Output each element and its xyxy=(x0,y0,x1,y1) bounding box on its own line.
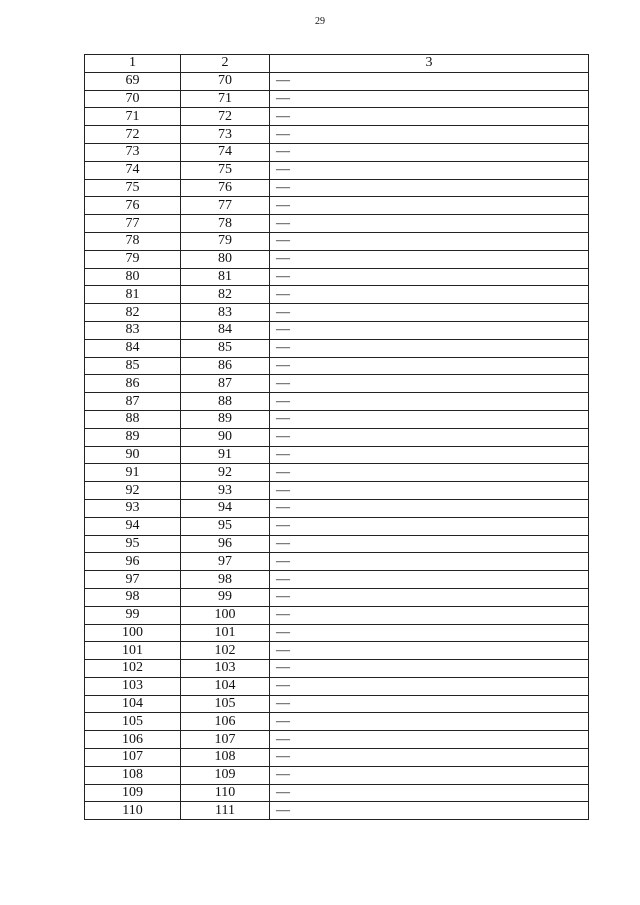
table-cell-col2: 78 xyxy=(181,215,270,233)
table-cell-col1: 83 xyxy=(85,321,181,339)
table-cell-col1: 87 xyxy=(85,393,181,411)
table-cell-col1: 92 xyxy=(85,482,181,500)
table-row xyxy=(85,606,589,624)
table-cell-col3: — xyxy=(270,517,589,535)
table-row xyxy=(85,784,589,802)
table-cell-col3: — xyxy=(270,553,589,571)
table-cell-col1: 80 xyxy=(85,268,181,286)
table-body xyxy=(85,72,589,819)
table-row xyxy=(85,126,589,144)
table-cell-col2: 105 xyxy=(181,695,270,713)
table-cell-col1: 95 xyxy=(85,535,181,553)
table-cell-col3: — xyxy=(270,232,589,250)
table-row xyxy=(85,321,589,339)
table-cell-col2: 81 xyxy=(181,268,270,286)
table-cell-col1: 99 xyxy=(85,606,181,624)
table-cell-col2: 76 xyxy=(181,179,270,197)
table-cell-col3: — xyxy=(270,482,589,500)
table-row xyxy=(85,410,589,428)
table-cell-col2: 79 xyxy=(181,232,270,250)
table-cell-col2: 97 xyxy=(181,553,270,571)
table-cell-col2: 80 xyxy=(181,250,270,268)
table-cell-col3: — xyxy=(270,321,589,339)
table-row xyxy=(85,517,589,535)
table-cell-col3: — xyxy=(270,731,589,749)
table-cell-col3: — xyxy=(270,802,589,820)
table-cell-col1: 109 xyxy=(85,784,181,802)
table-cell-col2: 108 xyxy=(181,749,270,767)
table-cell-col3: — xyxy=(270,90,589,108)
table-cell-col3: — xyxy=(270,660,589,678)
table-cell-col1: 73 xyxy=(85,143,181,161)
table-cell-col3: — xyxy=(270,304,589,322)
column-header-2: 2 xyxy=(181,55,270,73)
table-cell-col1: 74 xyxy=(85,161,181,179)
table-row xyxy=(85,553,589,571)
table-cell-col2: 109 xyxy=(181,766,270,784)
table-cell-col1: 86 xyxy=(85,375,181,393)
table-cell-col2: 107 xyxy=(181,731,270,749)
table-cell-col1: 81 xyxy=(85,286,181,304)
table-cell-col1: 96 xyxy=(85,553,181,571)
table-row xyxy=(85,535,589,553)
table-cell-col2: 110 xyxy=(181,784,270,802)
table-cell-col3: — xyxy=(270,126,589,144)
table-row xyxy=(85,286,589,304)
table-row xyxy=(85,339,589,357)
table-cell-col2: 75 xyxy=(181,161,270,179)
table-cell-col3: — xyxy=(270,464,589,482)
table-row xyxy=(85,108,589,126)
table-cell-col2: 71 xyxy=(181,90,270,108)
table-cell-col1: 105 xyxy=(85,713,181,731)
table-cell-col2: 84 xyxy=(181,321,270,339)
table-row xyxy=(85,695,589,713)
table-cell-col3: — xyxy=(270,108,589,126)
table-cell-col1: 94 xyxy=(85,517,181,535)
table-cell-col3: — xyxy=(270,428,589,446)
table-cell-col3: — xyxy=(270,375,589,393)
table-cell-col1: 78 xyxy=(85,232,181,250)
table-cell-col3: — xyxy=(270,215,589,233)
table-cell-col2: 102 xyxy=(181,642,270,660)
table-cell-col1: 101 xyxy=(85,642,181,660)
table-cell-col1: 84 xyxy=(85,339,181,357)
table-row xyxy=(85,232,589,250)
table-cell-col1: 98 xyxy=(85,588,181,606)
table-row xyxy=(85,482,589,500)
table-row xyxy=(85,197,589,215)
table-row xyxy=(85,731,589,749)
table-cell-col3: — xyxy=(270,161,589,179)
table-cell-col2: 106 xyxy=(181,713,270,731)
table-cell-col1: 72 xyxy=(85,126,181,144)
table-cell-col2: 103 xyxy=(181,660,270,678)
table-cell-col2: 98 xyxy=(181,571,270,589)
table-cell-col1: 75 xyxy=(85,179,181,197)
table-cell-col2: 111 xyxy=(181,802,270,820)
table-row xyxy=(85,446,589,464)
table-cell-col1: 97 xyxy=(85,571,181,589)
table-cell-col3: — xyxy=(270,499,589,517)
table-cell-col2: 82 xyxy=(181,286,270,304)
table-cell-col2: 83 xyxy=(181,304,270,322)
table-cell-col3: — xyxy=(270,286,589,304)
table-cell-col1: 85 xyxy=(85,357,181,375)
table-cell-col2: 72 xyxy=(181,108,270,126)
table-row xyxy=(85,660,589,678)
table-cell-col3: — xyxy=(270,535,589,553)
table-cell-col3: — xyxy=(270,197,589,215)
table-row xyxy=(85,749,589,767)
table-cell-col1: 107 xyxy=(85,749,181,767)
table-cell-col3: — xyxy=(270,446,589,464)
table-cell-col1: 91 xyxy=(85,464,181,482)
table-cell-col1: 110 xyxy=(85,802,181,820)
table-cell-col3: — xyxy=(270,143,589,161)
table-row xyxy=(85,304,589,322)
table-cell-col1: 108 xyxy=(85,766,181,784)
table-row xyxy=(85,375,589,393)
table-cell-col2: 96 xyxy=(181,535,270,553)
table-cell-col2: 101 xyxy=(181,624,270,642)
table-cell-col2: 94 xyxy=(181,499,270,517)
table-cell-col3: — xyxy=(270,749,589,767)
table-cell-col1: 89 xyxy=(85,428,181,446)
table-row xyxy=(85,215,589,233)
table-cell-col1: 77 xyxy=(85,215,181,233)
table-cell-col1: 104 xyxy=(85,695,181,713)
table-cell-col3: — xyxy=(270,606,589,624)
table-cell-col1: 76 xyxy=(85,197,181,215)
table-cell-col1: 100 xyxy=(85,624,181,642)
table-cell-col1: 82 xyxy=(85,304,181,322)
table-row xyxy=(85,499,589,517)
table-cell-col2: 87 xyxy=(181,375,270,393)
table-cell-col3: — xyxy=(270,339,589,357)
column-header-3: 3 xyxy=(270,55,589,73)
table-cell-col2: 99 xyxy=(181,588,270,606)
table-cell-col2: 95 xyxy=(181,517,270,535)
table-cell-col1: 93 xyxy=(85,499,181,517)
table-cell-col2: 91 xyxy=(181,446,270,464)
table-cell-col3: — xyxy=(270,766,589,784)
table-cell-col1: 90 xyxy=(85,446,181,464)
table-row xyxy=(85,161,589,179)
table-row xyxy=(85,357,589,375)
table-cell-col1: 88 xyxy=(85,410,181,428)
table-cell-col3: — xyxy=(270,268,589,286)
table-cell-col3: — xyxy=(270,677,589,695)
table-cell-col2: 93 xyxy=(181,482,270,500)
table-row xyxy=(85,143,589,161)
table-cell-col3: — xyxy=(270,624,589,642)
table-cell-col1: 70 xyxy=(85,90,181,108)
table-cell-col2: 86 xyxy=(181,357,270,375)
table-cell-col2: 90 xyxy=(181,428,270,446)
table-cell-col1: 79 xyxy=(85,250,181,268)
table-cell-col2: 77 xyxy=(181,197,270,215)
page-number: 29 xyxy=(315,16,325,27)
table-cell-col3: — xyxy=(270,72,589,90)
table-row xyxy=(85,250,589,268)
table-row xyxy=(85,72,589,90)
table-cell-col3: — xyxy=(270,588,589,606)
table-cell-col2: 74 xyxy=(181,143,270,161)
table-row xyxy=(85,677,589,695)
table-cell-col1: 106 xyxy=(85,731,181,749)
data-table xyxy=(84,54,589,820)
table-row xyxy=(85,802,589,820)
table-cell-col2: 70 xyxy=(181,72,270,90)
table-row xyxy=(85,766,589,784)
table-cell-col2: 88 xyxy=(181,393,270,411)
table-cell-col3: — xyxy=(270,393,589,411)
table-row xyxy=(85,624,589,642)
table-cell-col1: 103 xyxy=(85,677,181,695)
table-cell-col3: — xyxy=(270,695,589,713)
column-header-1: 1 xyxy=(85,55,181,73)
table-cell-col3: — xyxy=(270,784,589,802)
table-cell-col2: 104 xyxy=(181,677,270,695)
table-row xyxy=(85,642,589,660)
table-cell-col2: 85 xyxy=(181,339,270,357)
table-row xyxy=(85,588,589,606)
table-cell-col3: — xyxy=(270,410,589,428)
table-cell-col3: — xyxy=(270,571,589,589)
table-row xyxy=(85,90,589,108)
table-row xyxy=(85,268,589,286)
table-row xyxy=(85,464,589,482)
table-header-row xyxy=(85,55,589,73)
table-row xyxy=(85,571,589,589)
table-cell-col1: 102 xyxy=(85,660,181,678)
table-cell-col2: 89 xyxy=(181,410,270,428)
table-cell-col3: — xyxy=(270,713,589,731)
table-row xyxy=(85,713,589,731)
table-cell-col2: 73 xyxy=(181,126,270,144)
table-cell-col3: — xyxy=(270,179,589,197)
table-row xyxy=(85,393,589,411)
table-cell-col2: 92 xyxy=(181,464,270,482)
table-row xyxy=(85,428,589,446)
table-cell-col1: 69 xyxy=(85,72,181,90)
table-cell-col3: — xyxy=(270,642,589,660)
table-cell-col3: — xyxy=(270,250,589,268)
table-cell-col1: 71 xyxy=(85,108,181,126)
table-row xyxy=(85,179,589,197)
table-cell-col2: 100 xyxy=(181,606,270,624)
table-cell-col3: — xyxy=(270,357,589,375)
